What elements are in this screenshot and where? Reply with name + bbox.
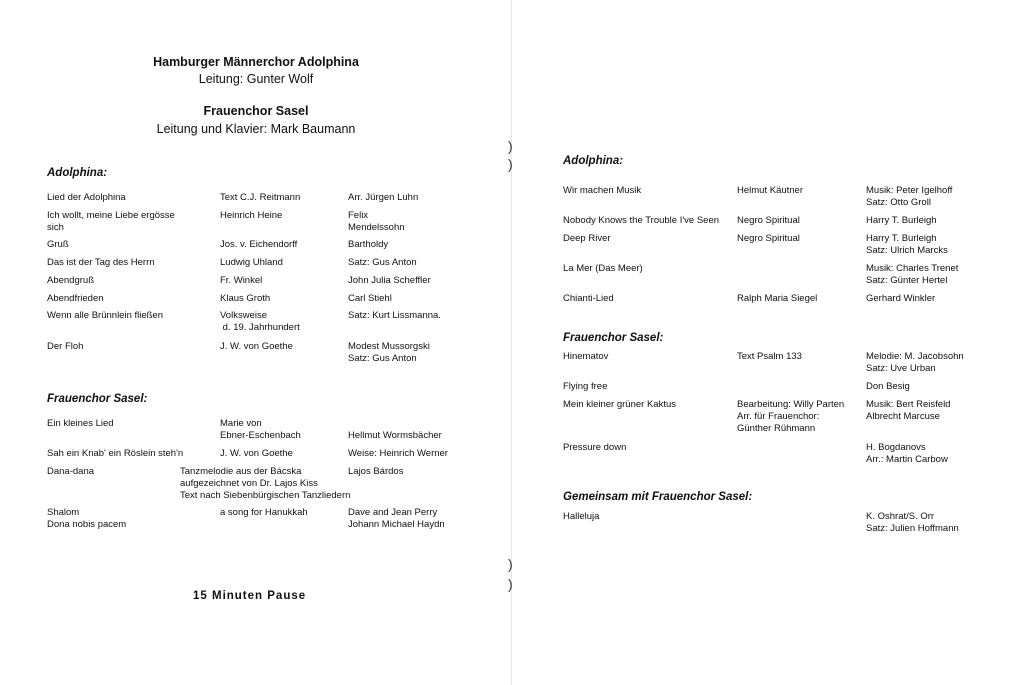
program-cell: Lajos Bárdos xyxy=(348,466,404,477)
program-cell: Wir machen Musik xyxy=(563,185,642,196)
program-cell: La Mer (Das Meer) xyxy=(563,263,643,274)
program-cell: Klaus Groth xyxy=(220,293,271,304)
program-cell: a song for Hanukkah xyxy=(220,507,308,518)
intermission-notice: 15 Minuten Pause xyxy=(193,590,307,602)
program-cell: Musik: Charles Trenet Satz: Günter Hertel xyxy=(866,263,959,286)
section-title-adolphina: Adolphina: xyxy=(47,167,108,179)
section-title-adolphina: Adolphina: xyxy=(563,155,624,167)
program-cell: Bearbeitung: Willy Parten Arr. für Frauenchor: Günther Rühmann xyxy=(737,399,845,434)
program-cell: Lied der Adolphina xyxy=(47,192,126,203)
program-cell: Bartholdy xyxy=(348,239,389,250)
left-page xyxy=(0,0,510,685)
program-cell: K. Oshrat/S. Orr Satz: Julien Hoffmann xyxy=(866,511,959,534)
choir2-name: Frauenchor Sasel xyxy=(203,104,309,118)
program-cell: Chianti-Lied xyxy=(563,293,614,304)
program-cell: Satz: Kurt Lissmanna. xyxy=(348,310,441,321)
section-title-gemeinsam: Gemeinsam mit Frauenchor Sasel: xyxy=(563,491,753,503)
program-cell: Weise: Heinrich Werner xyxy=(348,448,448,459)
program-cell: Dave and Jean Perry Johann Michael Haydn xyxy=(348,507,445,530)
program-cell: Modest Mussorgski Satz: Gus Anton xyxy=(348,341,430,364)
program-cell: Nobody Knows the Trouble I've Seen xyxy=(563,215,720,226)
program-cell: Don Besig xyxy=(866,381,910,392)
program-cell: Harry T. Burleigh xyxy=(866,215,937,226)
program-cell: Pressure down xyxy=(563,442,627,453)
program-cell: Negro Spiritual xyxy=(737,215,800,226)
program-cell: H. Bogdanovs Arr.: Martin Carbow xyxy=(866,442,948,465)
program-cell: Wenn alle Brünnlein fließen xyxy=(47,310,164,321)
program-cell: Musik: Bert Reisfeld Albrecht Marcuse xyxy=(866,399,951,422)
program-cell: Satz: Gus Anton xyxy=(348,257,417,268)
program-cell: Das ist der Tag des Herrn xyxy=(47,257,155,268)
binding-mark-icon: ) xyxy=(508,556,513,572)
binding-mark-icon: ) xyxy=(508,138,513,154)
program-cell: Melodie: M. Jacobsohn Satz: Uve Urban xyxy=(866,351,964,374)
program-cell: Halleluja xyxy=(563,511,600,522)
section-title-frauenchor: Frauenchor Sasel: xyxy=(47,393,148,405)
program-cell: Heinrich Heine xyxy=(220,210,283,221)
program-cell: Gruß xyxy=(47,239,69,250)
program-cell: Carl Stiehl xyxy=(348,293,392,304)
program-cell: Text Psalm 133 xyxy=(737,351,802,362)
choir2-leader: Leitung und Klavier: Mark Baumann xyxy=(156,122,356,136)
right-page xyxy=(512,0,1024,685)
binding-mark-icon: ) xyxy=(508,576,513,592)
binding-mark-icon: ) xyxy=(508,156,513,172)
program-cell: Text C.J. Reitmann xyxy=(220,192,301,203)
program-cell: Sah ein Knab' ein Röslein steh'n xyxy=(47,448,184,459)
program-cell: Arr. Jürgen Luhn xyxy=(348,192,419,203)
program-cell: Flying free xyxy=(563,381,608,392)
program-cell: Marie von Ebner-Eschenbach xyxy=(220,418,301,441)
program-cell: Shalom Dona nobis pacem xyxy=(47,507,127,530)
program-cell: J. W. von Goethe xyxy=(220,341,293,352)
program-cell: Hinematov xyxy=(563,351,609,362)
program-cell: Ich wollt, meine Liebe ergösse sich xyxy=(47,210,175,233)
choir1-name: Hamburger Männerchor Adolphina xyxy=(153,55,359,69)
program-cell: Musik: Peter Igelhoff Satz: Otto Groll xyxy=(866,185,953,208)
program-cell: Helmut Käutner xyxy=(737,185,804,196)
program-cell: Deep River xyxy=(563,233,611,244)
program-cell: Abendgruß xyxy=(47,275,95,286)
program-cell: Gerhard Winkler xyxy=(866,293,936,304)
choir1-leader: Leitung: Gunter Wolf xyxy=(198,72,314,86)
program-cell: Ein kleines Lied xyxy=(47,418,114,429)
program-cell: Ludwig Uhland xyxy=(220,257,283,268)
program-cell: Fr. Winkel xyxy=(220,275,263,286)
program-cell: Der Floh xyxy=(47,341,84,352)
program-cell: Volksweise d. 19. Jahrhundert xyxy=(220,310,300,333)
program-cell: Felix Mendelssohn xyxy=(348,210,405,233)
program-cell: Hellmut Wormsbächer xyxy=(348,430,442,441)
program-cell: Tanzmelodie aus der Bácska aufgezeichnet von Dr. Lajos Kiss Text nach Siebenbürgischen Tanzliedern xyxy=(180,466,351,501)
program-cell: Abendfrieden xyxy=(47,293,104,304)
program-cell: Harry T. Burleigh Satz: Ulrich Marcks xyxy=(866,233,948,256)
program-cell: Ralph Maria Siegel xyxy=(737,293,818,304)
program-cell: Jos. v. Eichendorff xyxy=(220,239,298,250)
section-title-frauenchor: Frauenchor Sasel: xyxy=(563,332,664,344)
program-cell: John Julia Scheffler xyxy=(348,275,431,286)
program-cell: J. W. von Goethe xyxy=(220,448,293,459)
program-cell: Mein kleiner grüner Kaktus xyxy=(563,399,676,410)
program-cell: Negro Spiritual xyxy=(737,233,800,244)
program-cell: Dana-dana xyxy=(47,466,95,477)
